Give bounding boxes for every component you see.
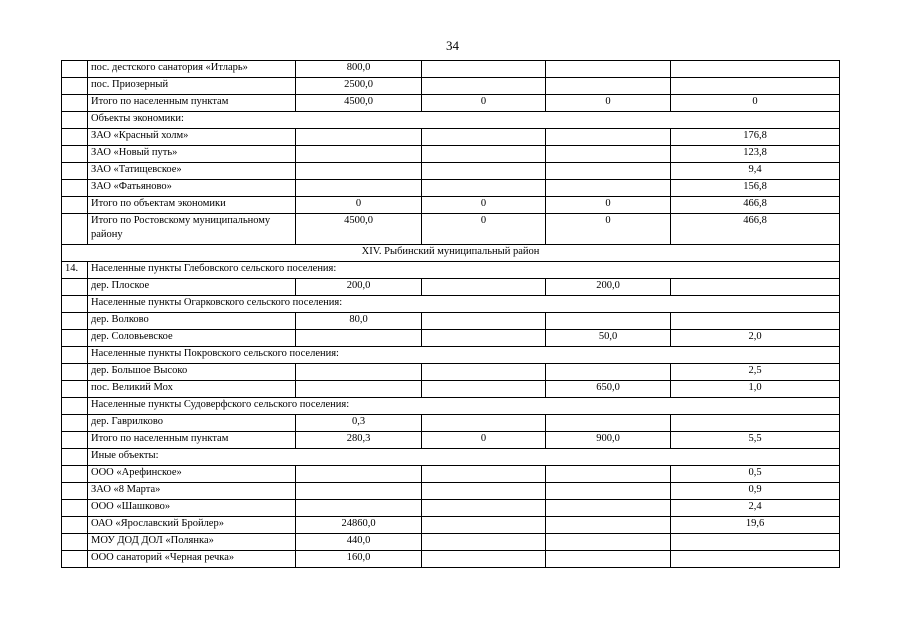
row-name: ЗАО «Новый путь» — [88, 146, 296, 163]
row-name: ООО санаторий «Черная речка» — [88, 551, 296, 568]
row-number — [62, 551, 88, 568]
value-cell: 160,0 — [296, 551, 422, 568]
section-heading: Населенные пункты Судоверфского сельского поселения: — [88, 398, 840, 415]
value-cell: 9,4 — [671, 163, 840, 180]
table-row — [62, 466, 840, 483]
value-cell: 0 — [546, 95, 671, 112]
value-cell — [296, 146, 422, 163]
table-row — [62, 197, 840, 214]
row-number — [62, 279, 88, 296]
value-cell: 0 — [422, 214, 546, 245]
row-name: Итого по Ростовскому муниципальному району — [88, 214, 296, 245]
row-name: ООО «Шашково» — [88, 500, 296, 517]
section-heading: Населенные пункты Покровского сельского поселения: — [88, 347, 840, 364]
value-cell — [546, 551, 671, 568]
section-heading: Иные объекты: — [88, 449, 840, 466]
value-cell — [422, 313, 546, 330]
value-cell — [422, 180, 546, 197]
table-row — [62, 381, 840, 398]
table-row — [62, 364, 840, 381]
value-cell: 0 — [546, 197, 671, 214]
table-row — [62, 180, 840, 197]
data-table — [61, 60, 840, 568]
row-name: Итого по населенным пунктам — [88, 95, 296, 112]
section-heading: Населенные пункты Глебовского сельского поселения: — [88, 262, 840, 279]
row-number — [62, 61, 88, 78]
table-row — [62, 95, 840, 112]
value-cell: 0,3 — [296, 415, 422, 432]
value-cell — [296, 129, 422, 146]
value-cell — [671, 279, 840, 296]
value-cell — [671, 415, 840, 432]
row-name: ООО «Арефинское» — [88, 466, 296, 483]
value-cell — [671, 61, 840, 78]
table-row — [62, 449, 840, 466]
value-cell — [671, 534, 840, 551]
section-heading: Объекты экономики: — [88, 112, 840, 129]
value-cell — [422, 61, 546, 78]
row-number — [62, 78, 88, 95]
value-cell — [422, 500, 546, 517]
row-number: 14. — [62, 262, 88, 279]
value-cell: 0 — [296, 197, 422, 214]
value-cell — [422, 551, 546, 568]
row-name: ОАО «Ярославский Бройлер» — [88, 517, 296, 534]
table-row — [62, 551, 840, 568]
value-cell — [671, 78, 840, 95]
value-cell — [296, 330, 422, 347]
row-number — [62, 364, 88, 381]
table-row — [62, 78, 840, 95]
row-number — [62, 214, 88, 245]
value-cell: 466,8 — [671, 197, 840, 214]
row-name: дер. Соловьевское — [88, 330, 296, 347]
value-cell — [546, 163, 671, 180]
value-cell — [546, 483, 671, 500]
value-cell — [296, 381, 422, 398]
value-cell: 123,8 — [671, 146, 840, 163]
row-name: ЗАО «Татищевское» — [88, 163, 296, 180]
table-row — [62, 313, 840, 330]
row-number — [62, 449, 88, 466]
value-cell — [546, 78, 671, 95]
value-cell — [422, 466, 546, 483]
value-cell — [546, 534, 671, 551]
value-cell: 1,0 — [671, 381, 840, 398]
table-row — [62, 129, 840, 146]
value-cell: 800,0 — [296, 61, 422, 78]
row-name: пос. Приозерный — [88, 78, 296, 95]
table-row — [62, 61, 840, 78]
value-cell — [546, 466, 671, 483]
table-row — [62, 214, 840, 245]
value-cell: 24860,0 — [296, 517, 422, 534]
value-cell — [296, 500, 422, 517]
row-name: Итого по населенным пунктам — [88, 432, 296, 449]
value-cell — [546, 180, 671, 197]
value-cell: 5,5 — [671, 432, 840, 449]
value-cell — [296, 364, 422, 381]
row-number — [62, 381, 88, 398]
value-cell: 2500,0 — [296, 78, 422, 95]
value-cell — [671, 551, 840, 568]
table-row — [62, 112, 840, 129]
value-cell — [422, 129, 546, 146]
table-row — [62, 500, 840, 517]
value-cell: 0 — [422, 95, 546, 112]
value-cell — [546, 61, 671, 78]
value-cell: 2,0 — [671, 330, 840, 347]
row-name: дер. Гаврилково — [88, 415, 296, 432]
row-number — [62, 163, 88, 180]
value-cell — [422, 330, 546, 347]
value-cell — [422, 517, 546, 534]
value-cell: 50,0 — [546, 330, 671, 347]
row-number — [62, 112, 88, 129]
value-cell — [422, 146, 546, 163]
value-cell — [296, 466, 422, 483]
page-number: 34 — [446, 38, 459, 53]
row-number — [62, 534, 88, 551]
value-cell: 2,5 — [671, 364, 840, 381]
row-name: пос. дестского санатория «Итларь» — [88, 61, 296, 78]
table-row — [62, 330, 840, 347]
section-heading: Населенные пункты Огарковского сельского поселения: — [88, 296, 840, 313]
value-cell — [546, 129, 671, 146]
value-cell: 80,0 — [296, 313, 422, 330]
row-number — [62, 398, 88, 415]
row-number — [62, 180, 88, 197]
table-row — [62, 415, 840, 432]
value-cell — [546, 517, 671, 534]
value-cell: 19,6 — [671, 517, 840, 534]
table-row — [62, 517, 840, 534]
table-row — [62, 146, 840, 163]
table-row — [62, 163, 840, 180]
value-cell — [546, 500, 671, 517]
row-name: дер. Волково — [88, 313, 296, 330]
table-row — [62, 296, 840, 313]
table-row — [62, 262, 840, 279]
value-cell — [546, 364, 671, 381]
value-cell: 900,0 — [546, 432, 671, 449]
value-cell — [671, 313, 840, 330]
row-number — [62, 146, 88, 163]
row-number — [62, 197, 88, 214]
row-name: пос. Великий Мох — [88, 381, 296, 398]
row-name: ЗАО «8 Марта» — [88, 483, 296, 500]
table-row — [62, 279, 840, 296]
value-cell — [296, 180, 422, 197]
value-cell: 0 — [671, 95, 840, 112]
row-number — [62, 466, 88, 483]
value-cell: 4500,0 — [296, 214, 422, 245]
value-cell: 0,5 — [671, 466, 840, 483]
table-body — [62, 61, 840, 568]
value-cell — [422, 78, 546, 95]
value-cell: 156,8 — [671, 180, 840, 197]
value-cell — [296, 163, 422, 180]
row-number — [62, 415, 88, 432]
value-cell: 176,8 — [671, 129, 840, 146]
row-name: ЗАО «Фатьяново» — [88, 180, 296, 197]
row-number — [62, 432, 88, 449]
value-cell — [422, 279, 546, 296]
row-name: Итого по объектам экономики — [88, 197, 296, 214]
row-name: МОУ ДОД ДОЛ «Полянка» — [88, 534, 296, 551]
value-cell — [546, 313, 671, 330]
row-number — [62, 517, 88, 534]
row-number — [62, 347, 88, 364]
value-cell — [422, 415, 546, 432]
row-name: дер. Большое Высоко — [88, 364, 296, 381]
value-cell: 650,0 — [546, 381, 671, 398]
value-cell: 200,0 — [546, 279, 671, 296]
value-cell — [546, 415, 671, 432]
value-cell — [422, 483, 546, 500]
district-heading: XIV. Рыбинский муниципальный район — [62, 245, 840, 262]
value-cell: 0 — [422, 432, 546, 449]
row-name: ЗАО «Красный холм» — [88, 129, 296, 146]
value-cell — [296, 483, 422, 500]
row-number — [62, 483, 88, 500]
value-cell: 280,3 — [296, 432, 422, 449]
value-cell: 466,8 — [671, 214, 840, 245]
value-cell — [422, 381, 546, 398]
table-row — [62, 483, 840, 500]
row-name: дер. Плоское — [88, 279, 296, 296]
value-cell — [422, 364, 546, 381]
table-row — [62, 432, 840, 449]
value-cell: 200,0 — [296, 279, 422, 296]
table-row — [62, 534, 840, 551]
value-cell: 2,4 — [671, 500, 840, 517]
row-number — [62, 95, 88, 112]
value-cell: 0,9 — [671, 483, 840, 500]
value-cell: 0 — [546, 214, 671, 245]
value-cell: 0 — [422, 197, 546, 214]
value-cell — [546, 146, 671, 163]
table-row — [62, 245, 840, 262]
row-number — [62, 500, 88, 517]
row-number — [62, 313, 88, 330]
value-cell: 4500,0 — [296, 95, 422, 112]
table-row — [62, 347, 840, 364]
row-number — [62, 296, 88, 313]
table-row — [62, 398, 840, 415]
row-number — [62, 330, 88, 347]
value-cell — [422, 534, 546, 551]
value-cell: 440,0 — [296, 534, 422, 551]
row-number — [62, 129, 88, 146]
value-cell — [422, 163, 546, 180]
